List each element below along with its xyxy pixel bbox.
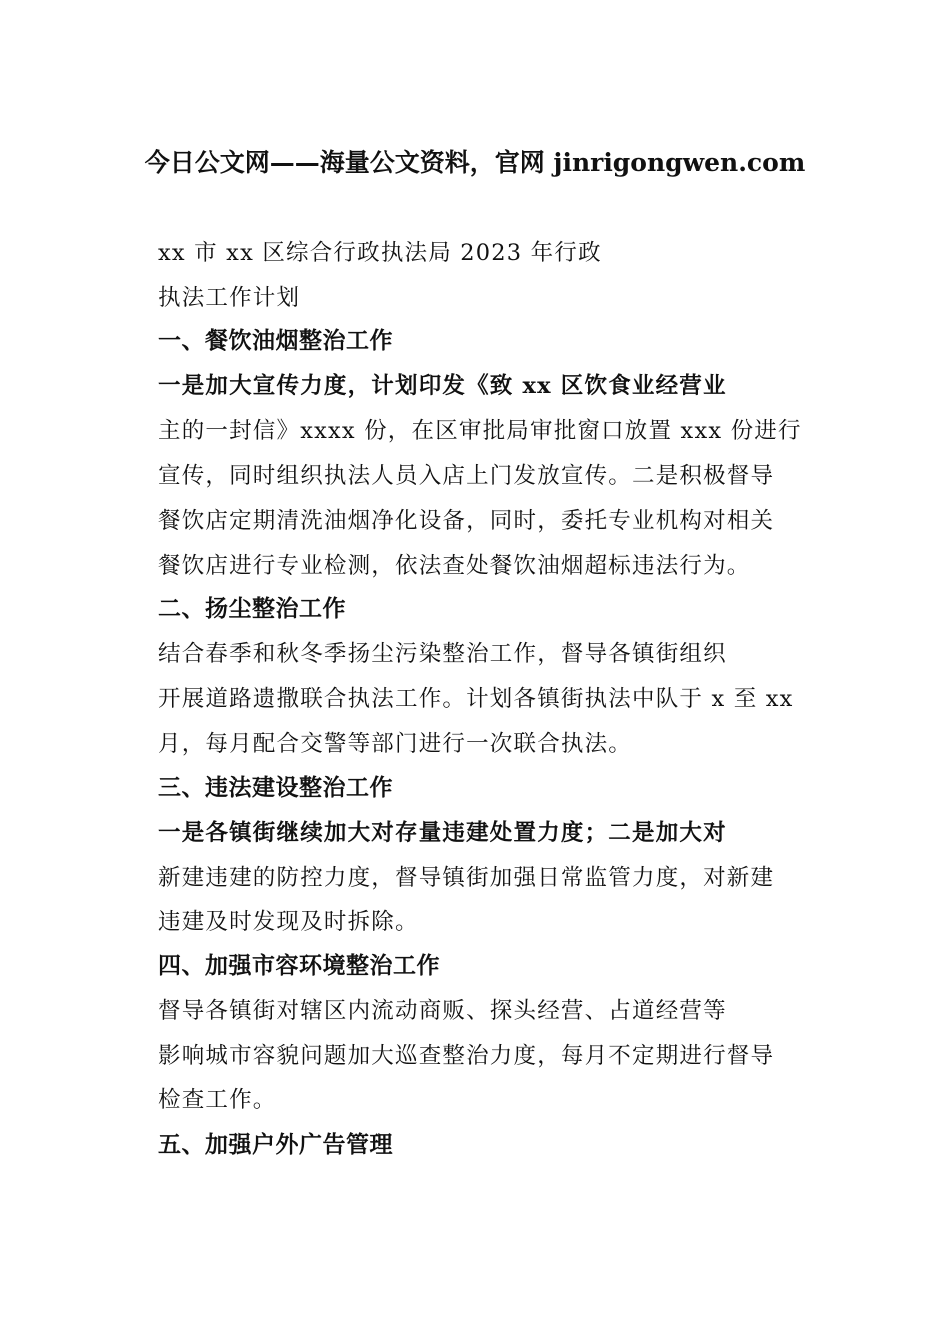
section-1-line-3: 宣传，同时组织执法人员入店上门发放宣传。二是积极督导 — [158, 463, 775, 489]
section-2-line-3: 月，每月配合交警等部门进行一次联合执法。 — [158, 731, 633, 757]
section-heading-3: 三、违法建设整治工作 — [158, 775, 393, 801]
section-2-line-2: 开展道路遗撒联合执法工作。计划各镇街执法中队于 x 至 xx — [158, 686, 794, 712]
section-4-line-1: 督导各镇街对辖区内流动商贩、探头经营、占道经营等 — [158, 998, 727, 1024]
section-heading-5: 五、加强户外广告管理 — [158, 1132, 393, 1158]
section-1-line-1: 一是加大宣传力度，计划印发《致 xx 区饮食业经营业 — [158, 373, 727, 399]
section-heading-1: 一、餐饮油烟整治工作 — [158, 328, 393, 354]
section-heading-4: 四、加强市容环境整治工作 — [158, 953, 440, 979]
section-4-line-3: 检查工作。 — [158, 1087, 277, 1113]
section-3-line-1: 一是各镇街继续加大对存量违建处置力度；二是加大对 — [158, 820, 727, 846]
section-heading-2: 二、扬尘整治工作 — [158, 596, 346, 622]
document-title-line-1: xx 市 xx 区综合行政执法局 2023 年行政 — [158, 240, 602, 266]
section-3-line-2: 新建违建的防控力度，督导镇街加强日常监管力度，对新建 — [158, 865, 775, 891]
section-2-line-1: 结合春季和秋冬季扬尘污染整治工作，督导各镇街组织 — [158, 641, 727, 667]
section-3-line-3: 违建及时发现及时拆除。 — [158, 909, 419, 935]
section-1-line-4: 餐饮店定期清洗油烟净化设备，同时，委托专业机构对相关 — [158, 508, 775, 534]
document-title-line-2: 执法工作计划 — [158, 285, 301, 311]
section-1-line-2: 主的一封信》xxxx 份，在区审批局审批窗口放置 xxx 份进行 — [158, 418, 802, 444]
site-header-banner: 今日公文网——海量公文资料，官网 jinrigongwen.com — [144, 148, 806, 177]
section-1-line-5: 餐饮店进行专业检测，依法查处餐饮油烟超标违法行为。 — [158, 553, 751, 579]
section-4-line-2: 影响城市容貌问题加大巡查整治力度，每月不定期进行督导 — [158, 1043, 775, 1069]
